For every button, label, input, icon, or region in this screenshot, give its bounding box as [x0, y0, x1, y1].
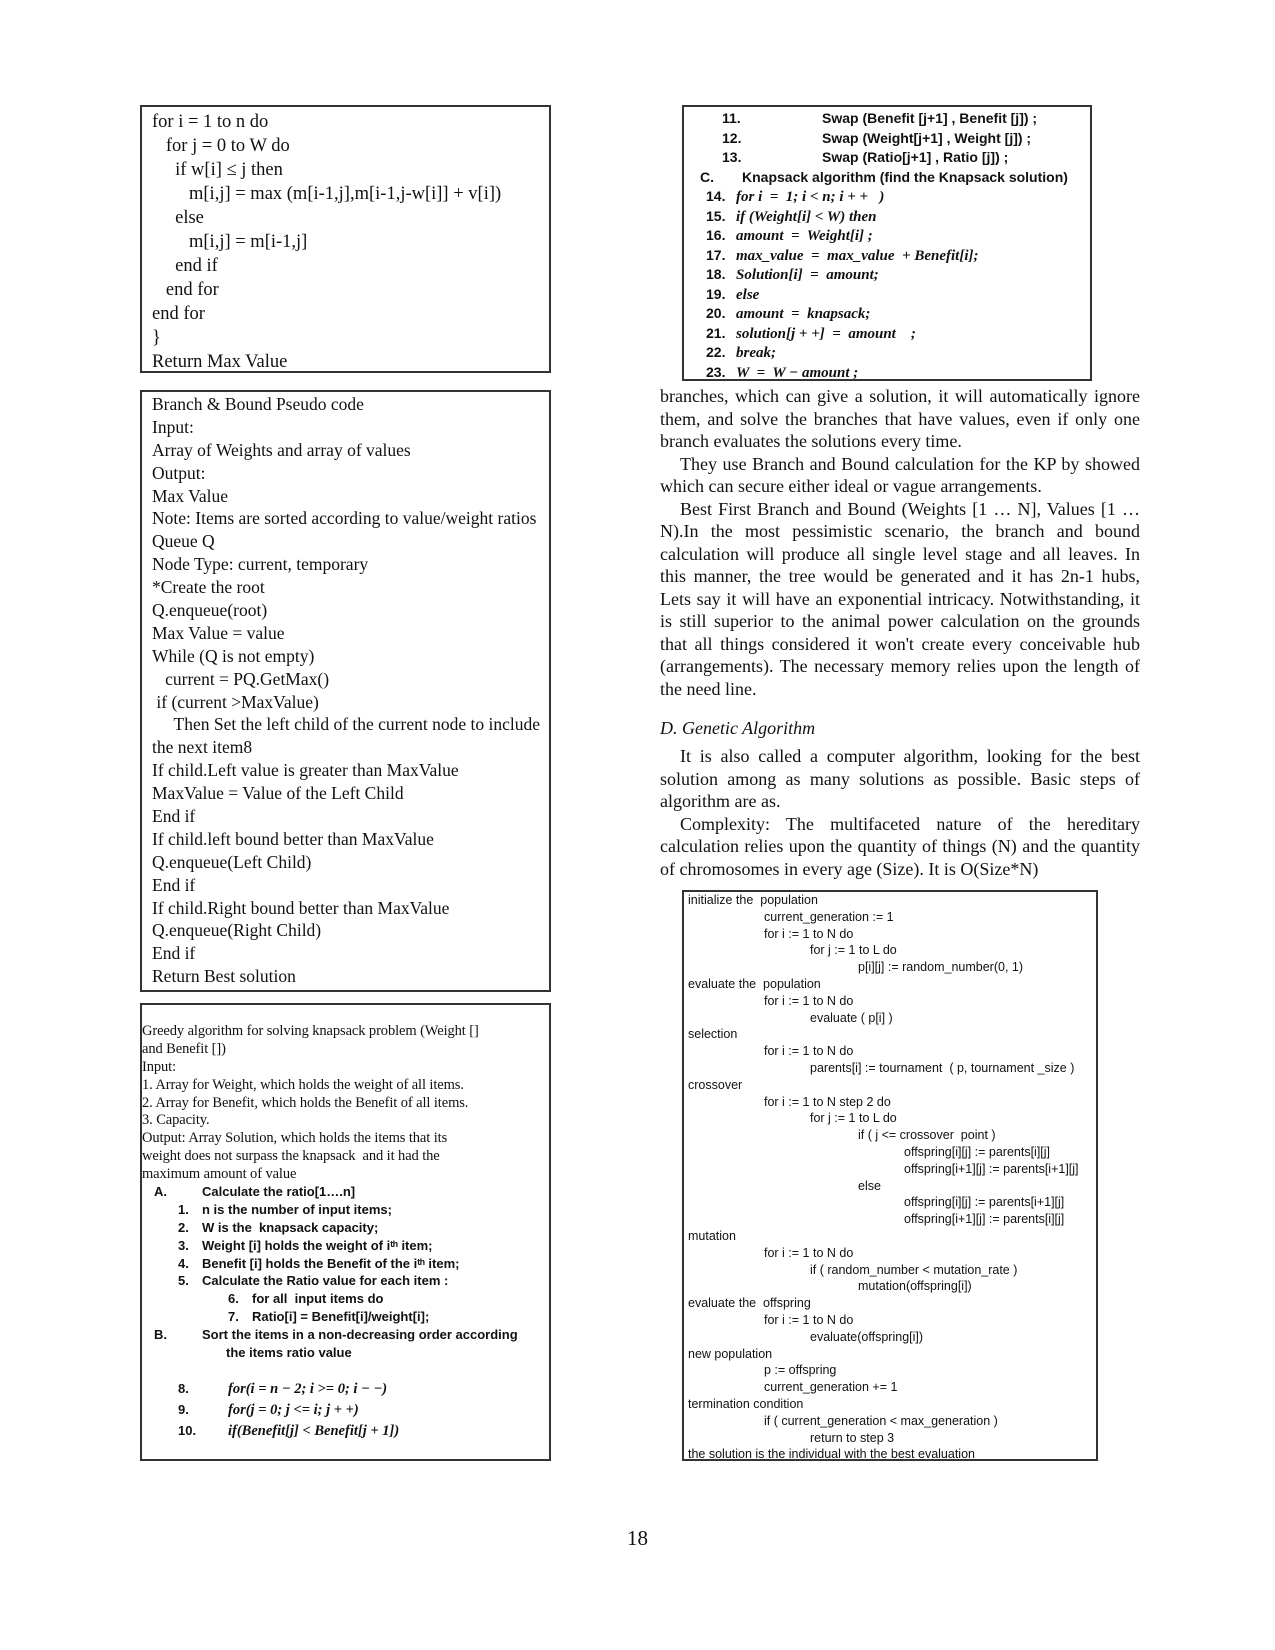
code-line: weight does not surpass the knapsack and it had the: [142, 1148, 440, 1165]
code-line: 3. Capacity.: [142, 1112, 210, 1129]
code-line: [142, 1274, 549, 1292]
spacer: [142, 1364, 549, 1382]
code-line: for i := 1 to N do: [764, 926, 854, 941]
step-text: Calculate the ratio[1….n]: [202, 1184, 356, 1200]
code-line: [696, 170, 1090, 190]
step-number: 19.: [706, 285, 726, 302]
code-line: Node Type: current, temporary: [152, 554, 369, 575]
code-line: [696, 326, 1090, 346]
code-line: Input:: [152, 416, 194, 437]
code-line: end for: [152, 280, 219, 300]
greedy-algorithm-continued-box: [682, 105, 1092, 381]
code-line: [696, 150, 1090, 170]
code-line: [696, 267, 1090, 287]
step-number: 8.: [178, 1380, 189, 1396]
code-line: evaluate(offspring[i]): [810, 1329, 924, 1344]
code-line: End if: [152, 806, 196, 827]
genetic-algorithm-pseudocode-box: [682, 890, 1098, 1461]
dynamic-programming-pseudocode-box: [140, 105, 551, 373]
code-line: offspring[i+1][j] := parents[i][j]: [904, 1212, 1065, 1227]
step-number: 20.: [706, 305, 726, 321]
code-line: p := offspring: [764, 1363, 837, 1378]
code-line: [142, 1185, 549, 1203]
code-line: offspring[i][j] := parents[i][j]: [904, 1144, 1051, 1159]
step-text: amount = Weight[i] ;: [736, 228, 873, 244]
step-text: for all input items do: [252, 1291, 384, 1307]
code-line: Then Set the left child of the current node to include: [152, 714, 540, 735]
code-line: crossover: [688, 1077, 743, 1092]
step-number: 1.: [178, 1201, 189, 1217]
step-text: Benefit [i] holds the Benefit of the iᵗʰ item;: [202, 1255, 460, 1271]
code-line: the solution is the individual with the best evaluation: [688, 1447, 975, 1461]
code-line: Max Value = value: [152, 622, 285, 643]
code-line: new population: [688, 1346, 773, 1361]
code-line: [142, 1403, 549, 1424]
step-text: Swap (Ratio[j+1] , Ratio [j]) ;: [822, 149, 1009, 165]
code-line: [696, 228, 1090, 248]
code-line: evaluate the offspring: [688, 1296, 811, 1311]
code-line: Output:: [152, 462, 206, 483]
step-number: 10.: [178, 1422, 197, 1438]
code-line: If child.Right bound better than MaxValue: [152, 897, 450, 918]
code-line: [142, 1310, 549, 1328]
step-text: if (Weight[i] < W) then: [736, 208, 877, 225]
step-number: C.: [700, 168, 714, 185]
code-line: parents[i] := tournament ( p, tournament _size ): [810, 1060, 1075, 1075]
step-text: n is the number of input items;: [202, 1201, 392, 1217]
step-number: 7.: [228, 1309, 239, 1325]
code-line: MaxValue = Value of the Left Child: [152, 783, 404, 804]
code-line: for i := 1 to N do: [764, 1245, 854, 1260]
code-line: the next item8: [152, 737, 253, 758]
code-line: Array of Weights and array of values: [152, 439, 411, 460]
code-line: termination condition: [688, 1396, 804, 1411]
code-line: current_generation := 1: [764, 909, 894, 924]
code-line: end for: [152, 304, 205, 324]
step-text: amount = knapsack;: [736, 306, 871, 322]
step-text: max_value = max_value + Benefit[i];: [736, 247, 979, 264]
code-line: [142, 1382, 549, 1403]
step-text: break;: [736, 345, 776, 361]
code-line: Return Max Value: [152, 352, 288, 372]
step-number: 9.: [178, 1401, 189, 1417]
code-line: [696, 287, 1090, 307]
code-line: evaluate ( p[i] ): [810, 1010, 893, 1025]
code-line: offspring[i+1][j] := parents[i+1][j]: [904, 1161, 1079, 1176]
code-line: and Benefit []): [142, 1040, 226, 1057]
step-text: W = W − amount ;: [736, 364, 859, 381]
code-line: for j := 1 to L do: [810, 943, 897, 958]
code-line: [696, 131, 1090, 151]
code-line: p[i][j] := random_number(0, 1): [858, 960, 1024, 975]
code-line: maximum amount of value: [142, 1166, 297, 1183]
prose-top: [660, 385, 1140, 700]
code-line: for j := 1 to L do: [810, 1111, 897, 1126]
code-line: for i := 1 to N do: [764, 1044, 854, 1059]
step-number: 14.: [706, 188, 726, 204]
step-text: for(j = 0; j <= i; j + +): [228, 1401, 359, 1418]
code-line: [142, 1257, 549, 1275]
code-line: mutation(offspring[i]): [858, 1279, 972, 1294]
step-number: 3.: [178, 1237, 189, 1253]
code-line: Queue Q: [152, 531, 215, 552]
code-line: [142, 1239, 549, 1257]
step-number: A.: [154, 1184, 167, 1200]
code-line: current_generation += 1: [764, 1380, 898, 1395]
paragraph: Complexity: The multifaceted nature of the hereditary calculation relies upon the quantity of things (N) and the quantity of chromosomes in every age (Size). It is O(Size*N): [660, 813, 1140, 879]
code-line: }: [152, 328, 161, 348]
code-line: 1. Array for Weight, which holds the weight of all items.: [142, 1076, 464, 1093]
step-number: 21.: [706, 324, 726, 341]
step-number: 6.: [228, 1291, 239, 1307]
code-line: for j = 0 to W do: [152, 136, 290, 156]
code-line: Max Value: [152, 485, 228, 506]
code-line: *Create the root: [152, 577, 265, 598]
step-text: for i = 1; i < n; i + + ): [736, 189, 885, 205]
code-line: 2. Array for Benefit, which holds the Benefit of all items.: [142, 1094, 469, 1111]
step-number: 5.: [178, 1273, 189, 1289]
code-line: Return Best solution: [152, 966, 296, 987]
code-line: [696, 111, 1090, 131]
step-text: Ratio[i] = Benefit[i]/weight[i];: [252, 1309, 430, 1325]
code-line: Q.enqueue(Left Child): [152, 851, 312, 872]
code-line: if ( j <= crossover point ): [858, 1128, 996, 1143]
code-line: [142, 1203, 549, 1221]
code-line: current = PQ.GetMax(): [152, 668, 330, 689]
code-line: [142, 1424, 549, 1445]
code-line: [696, 248, 1090, 268]
step-number: 13.: [722, 149, 742, 165]
code-line: if w[i] ≤ j then: [152, 160, 283, 180]
step-number: 16.: [706, 227, 726, 243]
step-number: 22.: [706, 344, 726, 360]
code-line: Branch & Bound Pseudo code: [152, 394, 364, 414]
code-line: [696, 306, 1090, 326]
step-text: Solution[i] = amount;: [736, 267, 879, 283]
step-text: if(Benefit[j] < Benefit[j + 1]): [228, 1422, 400, 1439]
branch-and-bound-pseudocode-box: [140, 390, 551, 992]
code-line: Output: Array Solution, which holds the items that its: [142, 1130, 448, 1147]
step-text: solution[j + +] = amount ;: [736, 325, 916, 342]
paragraph: Best First Branch and Bound (Weights [1 … N], Values [1 … N).In the most pessimistic scenario, the branch and bound calculation will produce all single level stage and all leaves. In this manner, the tree would be generated and it has 2n-1 hubs, Lets say it will have an exponential intricacy. Notwithstanding, it is still superior to the animal power calculation on the grounds that all things considered it won't create every conceivable hub (arrangements). The necessary memory relies upon the length of the need line.: [660, 498, 1140, 699]
code-line: else: [858, 1178, 881, 1193]
step-number: 23.: [706, 363, 726, 380]
section-heading: D. Genetic Algorithm: [660, 718, 816, 738]
code-line: Input:: [142, 1058, 177, 1075]
step-text: W is the knapsack capacity;: [202, 1219, 379, 1235]
code-line: [142, 1221, 549, 1239]
paragraph: They use Branch and Bound calculation for the KP by showed which can secure either ideal or vague arrangements.: [660, 453, 1140, 496]
step-number: 4.: [178, 1255, 189, 1271]
step-text: Knapsack algorithm (find the Knapsack solution): [742, 168, 1068, 185]
code-line: end if: [152, 256, 218, 276]
step-number: 2.: [178, 1219, 189, 1235]
code-line: If child.left bound better than MaxValue: [152, 828, 434, 849]
code-line: While (Q is not empty): [152, 645, 315, 666]
step-number: 12.: [722, 129, 742, 146]
code-line: mutation: [688, 1228, 736, 1243]
code-line: Greedy algorithm for solving knapsack problem (Weight []: [142, 1023, 479, 1039]
step-number: 17.: [706, 246, 726, 263]
step-text: Weight [i] holds the weight of iᵗʰ item;: [202, 1237, 433, 1253]
code-line: initialize the population: [688, 893, 818, 907]
code-line: if ( random_number < mutation_rate ): [810, 1262, 1018, 1277]
code-line: if ( current_generation < max_generation ): [764, 1413, 998, 1428]
paragraph: branches, which can give a solution, it will automatically ignore them, and solve the branches that have values, even if only one branch evaluates the solutions every time.: [660, 386, 1140, 451]
code-line: [142, 1328, 549, 1346]
step-text: the items ratio value: [226, 1345, 352, 1361]
step-number: 18.: [706, 266, 726, 282]
step-text: for(i = n − 2; i >= 0; i − −): [228, 1380, 388, 1397]
code-line: for i = 1 to n do: [152, 112, 269, 132]
code-line: for i := 1 to N do: [764, 993, 854, 1008]
code-line: [142, 1346, 549, 1364]
code-line: End if: [152, 874, 196, 895]
code-line: for i := 1 to N step 2 do: [764, 1094, 891, 1109]
code-line: End if: [152, 943, 196, 964]
step-number: 15.: [706, 207, 726, 224]
code-line: m[i,j] = m[i-1,j]: [152, 232, 308, 252]
code-line: Note: Items are sorted according to value/weight ratios: [152, 508, 537, 529]
code-line: [696, 209, 1090, 229]
code-line: return to step 3: [810, 1430, 895, 1445]
code-line: if (current >MaxValue): [152, 691, 319, 712]
code-line: selection: [688, 1027, 738, 1042]
step-number: 11.: [722, 110, 741, 126]
step-text: Calculate the Ratio value for each item :: [202, 1273, 449, 1289]
step-number: B.: [154, 1327, 167, 1343]
code-line: evaluate the population: [688, 976, 821, 991]
step-text: Swap (Weight[j+1] , Weight [j]) ;: [822, 129, 1032, 146]
paragraph: It is also called a computer algorithm, looking for the best solution among as many solutions as possible. Basic steps of algorithm are as.: [660, 746, 1140, 811]
code-line: Q.enqueue(root): [152, 600, 268, 621]
step-text: Sort the items in a non-decreasing order according: [202, 1327, 518, 1343]
code-line: [696, 189, 1090, 209]
step-text: Swap (Benefit [j+1] , Benefit [j]) ;: [822, 110, 1038, 126]
step-text: else: [736, 286, 760, 303]
code-line: offspring[i][j] := parents[i+1][j]: [904, 1195, 1065, 1210]
greedy-algorithm-pseudocode-box: [140, 1003, 551, 1461]
prose-bottom: [660, 745, 1140, 880]
code-line: Q.enqueue(Right Child): [152, 920, 322, 941]
page-number: 18: [627, 1526, 648, 1550]
code-line: If child.Left value is greater than MaxValue: [152, 760, 459, 781]
code-line: else: [152, 208, 204, 228]
code-line: m[i,j] = max (m[i-1,j],m[i-1,j-w[i]] + v[i]): [152, 184, 502, 204]
code-line: [696, 345, 1090, 365]
code-line: [142, 1292, 549, 1310]
code-line: for i := 1 to N do: [764, 1312, 854, 1327]
code-line: [696, 365, 1090, 382]
